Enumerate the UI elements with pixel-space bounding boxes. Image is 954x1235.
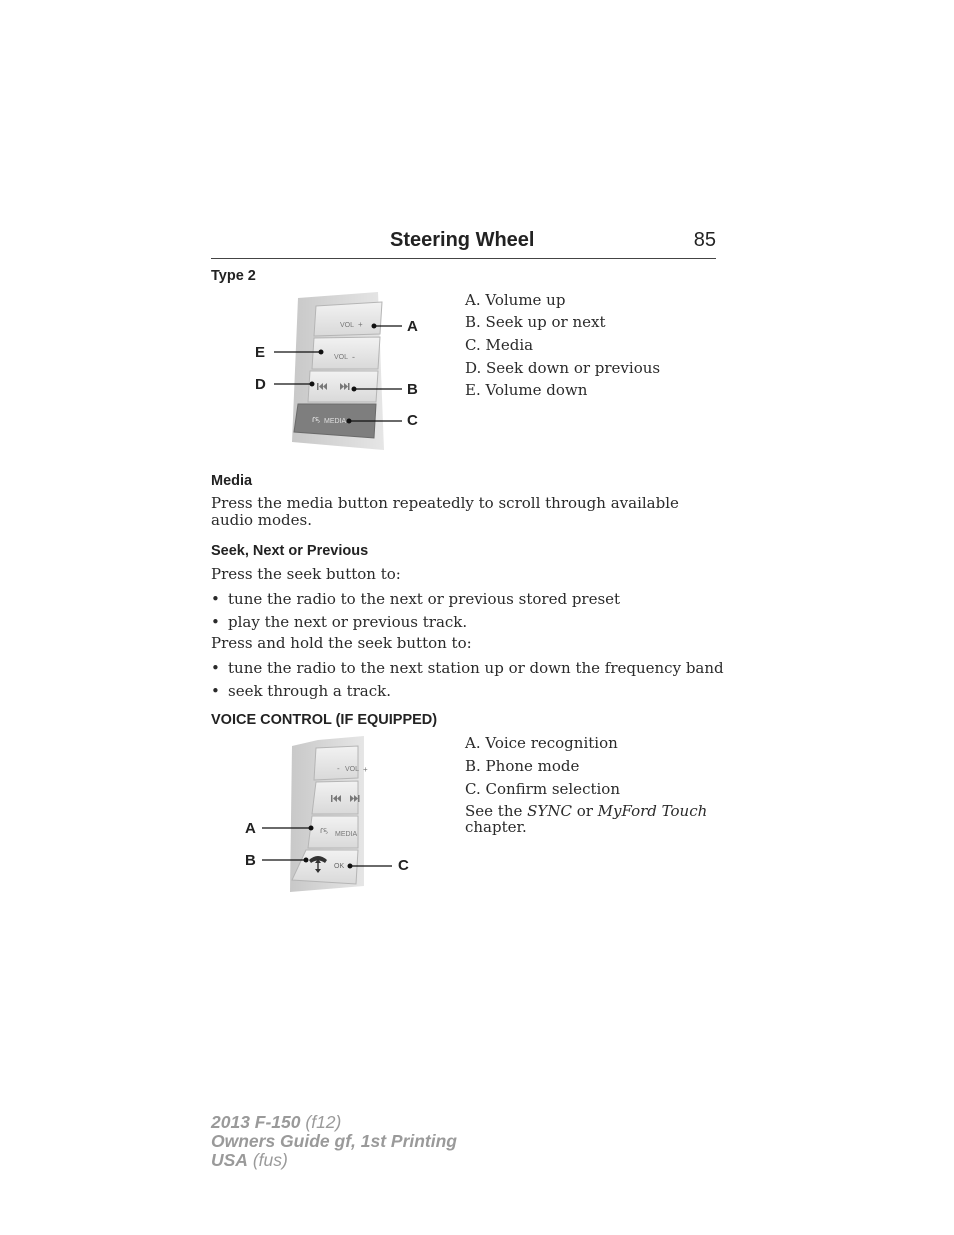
legend-item: D. Seek down or previous [465, 359, 661, 377]
list-item: • tune the radio to the next or previous stored preset [211, 590, 621, 608]
minus-text: - [337, 764, 340, 773]
media-heading: Media [211, 473, 253, 489]
footer-line-1: 2013 F-150 (f12) [211, 1112, 342, 1132]
page-title: Steering Wheel [390, 229, 535, 251]
seek-intro2: Press and hold the seek button to: [211, 634, 472, 652]
legend-item: C. Media [465, 336, 534, 354]
fig1-label-e: E [255, 344, 266, 361]
plus-text: + [358, 320, 363, 329]
seek-heading: Seek, Next or Previous [211, 543, 369, 559]
legend-item: E. Volume down [465, 381, 588, 399]
footer-line-3: USA (fus) [211, 1150, 288, 1170]
legend-item: A. Voice recognition [465, 734, 618, 752]
voice-glyph-icon: ɾ૬ [312, 414, 321, 424]
type2-controls-figure [250, 290, 440, 460]
fig2-label-b: B [245, 852, 256, 869]
page-number: 85 [693, 229, 716, 251]
legend-item: A. Volume up [465, 291, 566, 309]
voice-glyph-icon: ɾ૬ [320, 825, 329, 835]
fig2-label-a: A [245, 820, 256, 837]
plus-text: + [363, 765, 368, 774]
list-item: • seek through a track. [211, 682, 392, 700]
voice-heading: VOICE CONTROL (IF EQUIPPED) [211, 712, 438, 728]
list-item: • play the next or previous track. [211, 613, 468, 631]
voice-note-suffix: chapter. [465, 818, 527, 836]
fig1-label-c: C [407, 412, 418, 429]
media-text: MEDIA [324, 418, 347, 425]
vol-minus-text: VOL [334, 354, 349, 361]
volume-button [314, 746, 358, 780]
voice-note: See the SYNC or MyFord Touch [465, 802, 708, 820]
seek-intro: Press the seek button to: [211, 565, 401, 583]
footer-line-2: Owners Guide gf, 1st Printing [211, 1131, 457, 1151]
legend-item: B. Phone mode [465, 757, 580, 775]
fig1-label-d: D [255, 376, 266, 393]
vol-plus-text: VOL [340, 322, 355, 329]
header-rule [211, 258, 716, 259]
fig2-label-c: C [398, 857, 409, 874]
vol-plus-button [314, 302, 382, 336]
legend-item: C. Confirm selection [465, 780, 620, 798]
media-body: Press the media button repeatedly to scroll through available audio modes. [211, 494, 679, 529]
legend-item: B. Seek up or next [465, 313, 606, 331]
fig1-label-a: A [407, 318, 418, 335]
list-item: • tune the radio to the next station up or down the frequency band [211, 659, 724, 677]
media-text: MEDIA [335, 831, 358, 838]
type2-heading: Type 2 [211, 268, 256, 284]
minus-text: - [352, 352, 355, 362]
fig1-label-b: B [407, 381, 418, 398]
ok-text: OK [334, 863, 345, 870]
vol-text: VOL [345, 766, 360, 773]
